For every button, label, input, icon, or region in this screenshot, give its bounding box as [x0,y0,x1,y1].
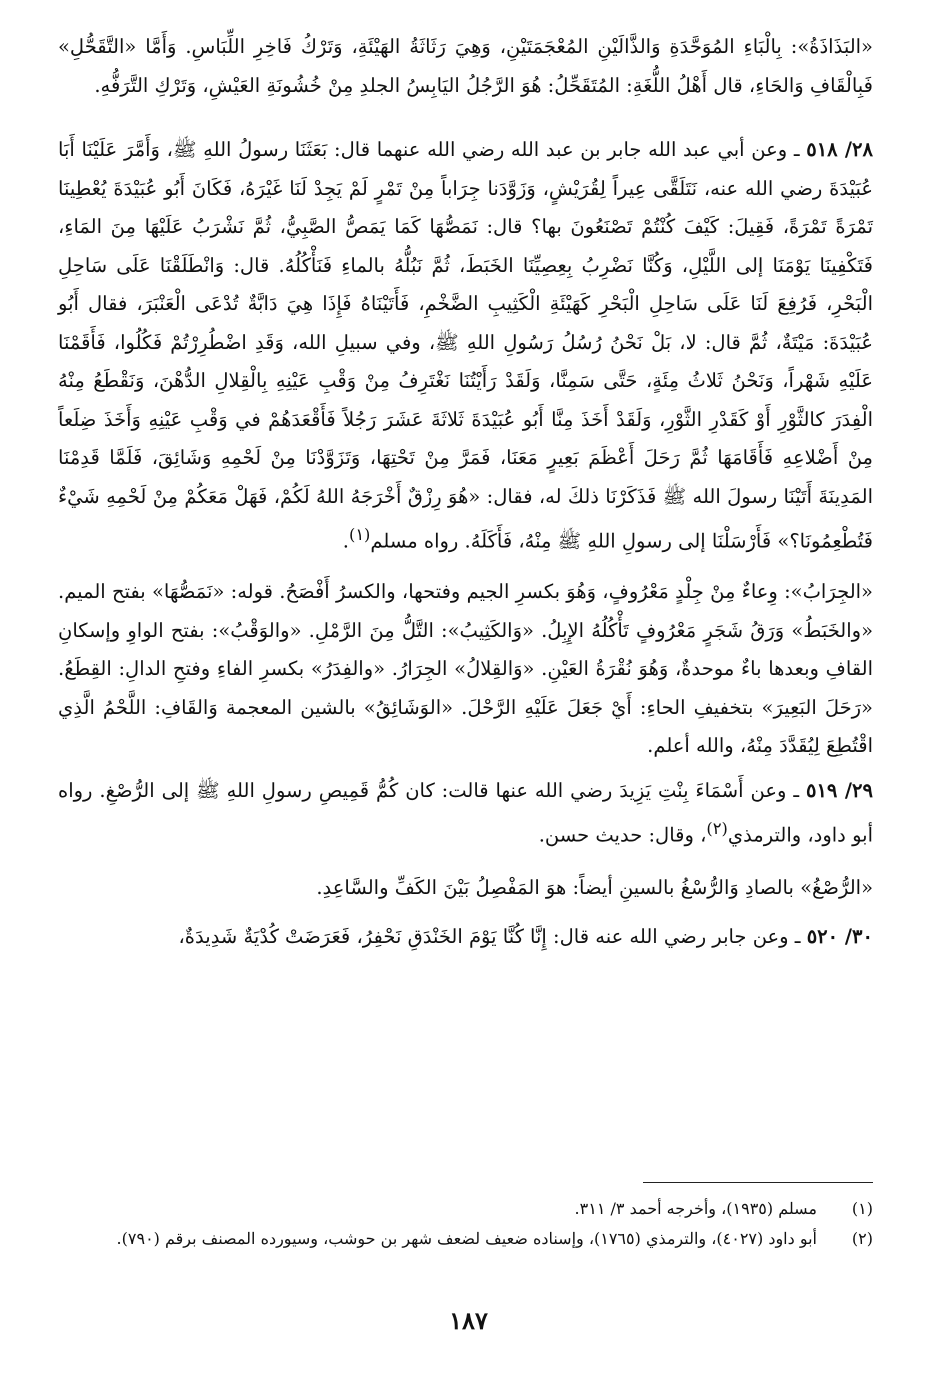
hadith-grading: ، وقال: حديث حسن. [538,823,707,847]
explanation-paragraph-badhadha [58,28,873,105]
hadith-518: ٢٨/ ٥١٨ ـ وعن أبي عبد الله جابر بن عبد الله رضي الله عنهما قال: بَعَثَنَا رسولُ اللهِ ﷺ، وَأَمَّرَ عَلَيْنَا أَبَا عُبَيْدَةَ رضي الله عنه، نَتَلَقَّى عِيراً لِقُرَيْشٍ، وَزَوَّدَنا جِرَاباً مِنْ تَمْرٍ لَمْ يَجِدْ لَنَا غَيْرَهُ، فَكَانَ أَبُو عُبَيْدَةَ يُعْطِينَا تَمْرَةً تَمْرَةً، فَقِيلَ: كَيْفَ كُنْتُمْ تَصْنَعُونَ بها؟ قال: نَمَصُّهَا كَمَا يَمَصُّ الصَّبِيُّ، ثُمَّ نَشْرَبُ عَلَيْهَا مِنَ المَاءِ، فَتَكْفِينَا يَوْمَنَا إلى اللَّيْلِ، وَكُنَّا نَضْرِبُ بِعِصِيِّنَا الخَبَطَ، ثُمَّ نَبُلُّهُ بالماءِ فَنَأْكُلُهُ. قال: وَانْطَلَقْنَا عَلَى سَاحِلِ الْبَحْرِ، فَرُفِعَ لَنَا عَلَى سَاحِلِ الْبَحْرِ كَهَيْئَةِ الْكَثِيبِ الضَّخْمِ، فَأَتَيْنَاهُ فَإِذَا هِيَ دَابَّةٌ تُدْعَى الْعَنْبَرَ، فقال أَبُو عُبَيْدَةَ: مَيْتَةٌ، ثُمَّ قال: لا، بَلْ نَحْنُ رُسُلُ رَسُولِ اللهِ ﷺ، وفي سبيلِ الله، وَقَدِ اضْطُرِرْتُمْ فَكُلُوا، فَأَقَمْنَا عَلَيْهِ شَهْراً، وَنَحْنُ ثَلاثُ مِئَةٍ، حَتَّى سَمِنَّا، وَلَقَدْ رَأَيْتُنَا نَغْتَرِفُ مِنْ وَقْبِ عَيْنِهِ بِالْقِلالِ الدُّهْنَ، وَنَقْطَعُ مِنْهُ الْفِدَرَ كالثَّوْرِ أَوْ كَقَدْرِ الثَّوْرِ، وَلَقَدْ أَخَذَ مِنَّا أَبُو عُبَيْدَةَ ثَلاثَةَ عَشَرَ رَجُلاً فَأَقْعَدَهُمْ في وَقْبِ عَيْنِهِ وَأَخَذَ ضِلَعاً مِنْ أَضْلاعِهِ فَأَقَامَهَا ثُمَّ رَحَلَ أَعْظَمَ بَعِيرٍ مَعَنَا، فَمَرَّ مِنْ تَحْتِهَا، وَتَزَوَّدْنَا مِنْ لَحْمِهِ وَشَائِقَ، فَلَمَّا قَدِمْنَا المَدِينَةَ أَتَيْنَا رسولَ الله ﷺ فَذَكَرْنَا ذلكَ له، فقال: «هُوَ رِزْقٌ أَخْرَجَهُ اللهُ لَكُمْ، فَهَلْ مَعَكُمْ مِنْ لَحْمِهِ شَيْءٌ فَتُطْعِمُونَا؟» فَأَرْسَلْنَا إلى رسولِ اللهِ ﷺ مِنْهُ، فَأَكَلَهُ. رواه مسلم$^{(١)}$. [58,138,873,553]
paragraph-text: «الجِرَابُ»: وِعاءٌ مِنْ جِلْدٍ مَعْرُوفٍ، وَهُوَ بكسرِ الجيم وفتحها، والكسرُ أَفْصَحُ. قوله: «نَمَصُّهَا» بفتح الميم. «والخَبَطُ» وَرَقُ شَجَرٍ مَعْرُوفٍ تَأْكُلُهُ الإِبِلُ. «وَالكَثِيبُ»: التَّلُّ مِنَ الرَّمْلِ. «والوَقْبُ»: بفتح الواوِ وإسكانِ القافِ وبعدها باءٌ موحدةٌ، وَهُوَ نُقْرَةُ العَيْنِ. «وَالقِلالُ» الجِرَارُ. «والفِدَرُ» بكسرِ الفاءِ وفتحِ الدالِ: القِطَعُ. «رَحَلَ البَعِيرَ» بتخفيفِ الحاءِ: أَيْ جَعَلَ عَلَيْهِ الرَّحْلَ. «الوَشَائِقُ» بالشين المعجمة وَالقَافِ: اللَّحْمُ الَّذِي اقْتُطِعَ لِيُقَدَّدَ مِنْهُ، والله أعلم. [58,580,873,757]
footnote-text: أبو داود (٤٠٢٧)، والترمذي (١٧٦٥)، وإسناده ضعيف لضعف شهر بن حوشب، وسيورده المصنف برقم (٧٩٠). [116,1229,817,1248]
hadith-number: ٣٠/ ٥٢٠ [806,924,873,948]
footnote-2 [58,1224,873,1254]
footnote-reference: (٢) [706,819,728,838]
hadith-number: ٢٨/ ٥١٨ [806,138,873,161]
page-number: ١٨٧ [449,1306,488,1335]
hadith-519 [58,772,873,856]
hadith-text: ـ وعن أَسْمَاءَ بِنْتِ يَزِيدَ رضي الله عنها قالت: كان كُمُّ قَمِيصِ رسولِ اللهِ ﷺ إلى الرُّصْغِ. رواه أبو داود، والترمذي [58,778,873,847]
footnote-mark: (١) [851,1199,873,1218]
footnote-reference: (١) [348,525,371,544]
footnotes [58,1194,873,1254]
explanation-paragraph-jirab [58,573,873,766]
hadith-number: ٢٩/ ٥١٩ [805,778,873,802]
hadith-text: ـ وعن أبي عبد الله جابر بن عبد الله رضي الله عنهما قال: بَعَثَنَا رسولُ اللهِ ﷺ، وَأَمَّرَ عَلَيْنَا أَبَا عُبَيْدَةَ رضي الله عنه، نَتَلَقَّى عِيراً لِقُرَيْشٍ، وَزَوَّدَنا جِرَاباً مِنْ تَمْرٍ لَمْ يَجِدْ لَنَا غَيْرَهُ، فَكَانَ أَبُو عُبَيْدَةَ يُعْطِينَا تَمْرَةً تَمْرَةً، فَقِيلَ: كَيْفَ كُنْتُمْ تَصْنَعُونَ بها؟ قال: نَمَصُّهَا كَمَا يَمَصُّ الصَّبِيُّ، ثُمَّ نَشْرَبُ عَلَيْهَا مِنَ المَاءِ، فَتَكْفِينَا يَوْمَنَا إلى اللَّيْلِ، وَكُنَّا نَضْرِبُ بِعِصِيِّنَا الخَبَطَ، ثُمَّ نَبُلُّهُ بالماءِ فَنَأْكُلُهُ. قال: وَانْطَلَقْنَا عَلَى سَاحِلِ الْبَحْرِ، فَرُفِعَ لَنَا عَلَى سَاحِلِ الْبَحْرِ كَهَيْئَةِ الْكَثِيبِ الضَّخْمِ، فَأَتَيْنَاهُ فَإِذَا هِيَ دَابَّةٌ تُدْعَى الْعَنْبَرَ، فقال أَبُو عُبَيْدَةَ: مَيْتَةٌ، ثُمَّ قال: لا، بَلْ نَحْنُ رُسُلُ رَسُولِ اللهِ ﷺ، وفي سبيلِ الله، وَقَدِ اضْطُرِرْتُمْ فَكُلُوا، فَأَقَمْنَا عَلَيْهِ شَهْراً، وَنَحْنُ ثَلاثُ مِئَةٍ، حَتَّى سَمِنَّا، وَلَقَدْ رَأَيْتُنَا نَغْتَرِفُ مِنْ وَقْبِ عَيْنِهِ بِالْقِلالِ الدُّهْنَ، وَنَقْطَعُ مِنْهُ الْفِدَرَ كالثَّوْرِ أَوْ كَقَدْرِ الثَّوْرِ، وَلَقَدْ أَخَذَ مِنَّا أَبُو عُبَيْدَةَ ثَلاثَةَ عَشَرَ رَجُلاً فَأَقْعَدَهُمْ في وَقْبِ عَيْنِهِ وَأَخَذَ ضِلَعاً مِنْ أَضْلاعِهِ فَأَقَامَهَا ثُمَّ رَحَلَ أَعْظَمَ بَعِيرٍ مَعَنَا، فَمَرَّ مِنْ تَحْتِهَا، وَتَزَوَّدْنَا مِنْ لَحْمِهِ وَشَائِقَ، فَلَمَّا قَدِمْنَا المَدِينَةَ أَتَيْنَا رسولَ الله ﷺ فَذَكَرْنَا ذلكَ له، فقال: «هُوَ رِزْقٌ أَخْرَجَهُ اللهُ لَكُمْ، فَهَلْ مَعَكُمْ مِنْ لَحْمِهِ شَيْءٌ فَتُطْعِمُونَا؟» فَأَرْسَلْنَا إلى رسولِ اللهِ ﷺ مِنْهُ، فَأَكَلَهُ. رواه مسلم [58,138,873,553]
explanation-paragraph-rusgh [58,869,873,908]
hadith-text: ـ وعن جابر رضي الله عنه قال: إِنَّا كُنَّا يَوْمَ الخَنْدَقِ نَحْفِرُ، فَعَرَضَتْ كُدْيَةٌ شَدِيدَةٌ، [178,924,807,948]
hadith-520 [58,918,873,957]
footnote-1 [58,1194,873,1224]
footnote-text: مسلم (١٩٣٥)، وأخرجه أحمد ٣/ ٣١١. [574,1199,817,1218]
footnote-separator [643,1182,873,1183]
paragraph-text: «الرُّصْغُ» بالصادِ وَالرُّسْغُ بالسينِ أيضاً: هوَ المَفْصِلُ بَيْنَ الكَفِّ والسَّاعِدِ. [316,876,873,899]
footnote-mark: (٢) [851,1229,873,1248]
paragraph-text: «البَذَاذَةُ»: بِالْبَاءِ المُوَحَّدَةِ وَالذَّالَيْنِ المُعْجَمَتَيْنِ، وَهِيَ رَثَاثَةُ الهَيْئَةِ، وَتَرْكُ فَاخِرِ اللِّبَاسِ. وَأَمَّا «التَّقَحُّلِ» فَبِالْقَافِ وَالحَاءِ، قال أَهْلُ اللُّغَةِ: المُتَقَحِّلُ: هُوَ الرَّجُلُ اليَابِسُ الجلدِ مِنْ خُشُونَةِ العَيْشِ، وَتَرْكِ التَّرَفُّهِ. [58,35,873,97]
